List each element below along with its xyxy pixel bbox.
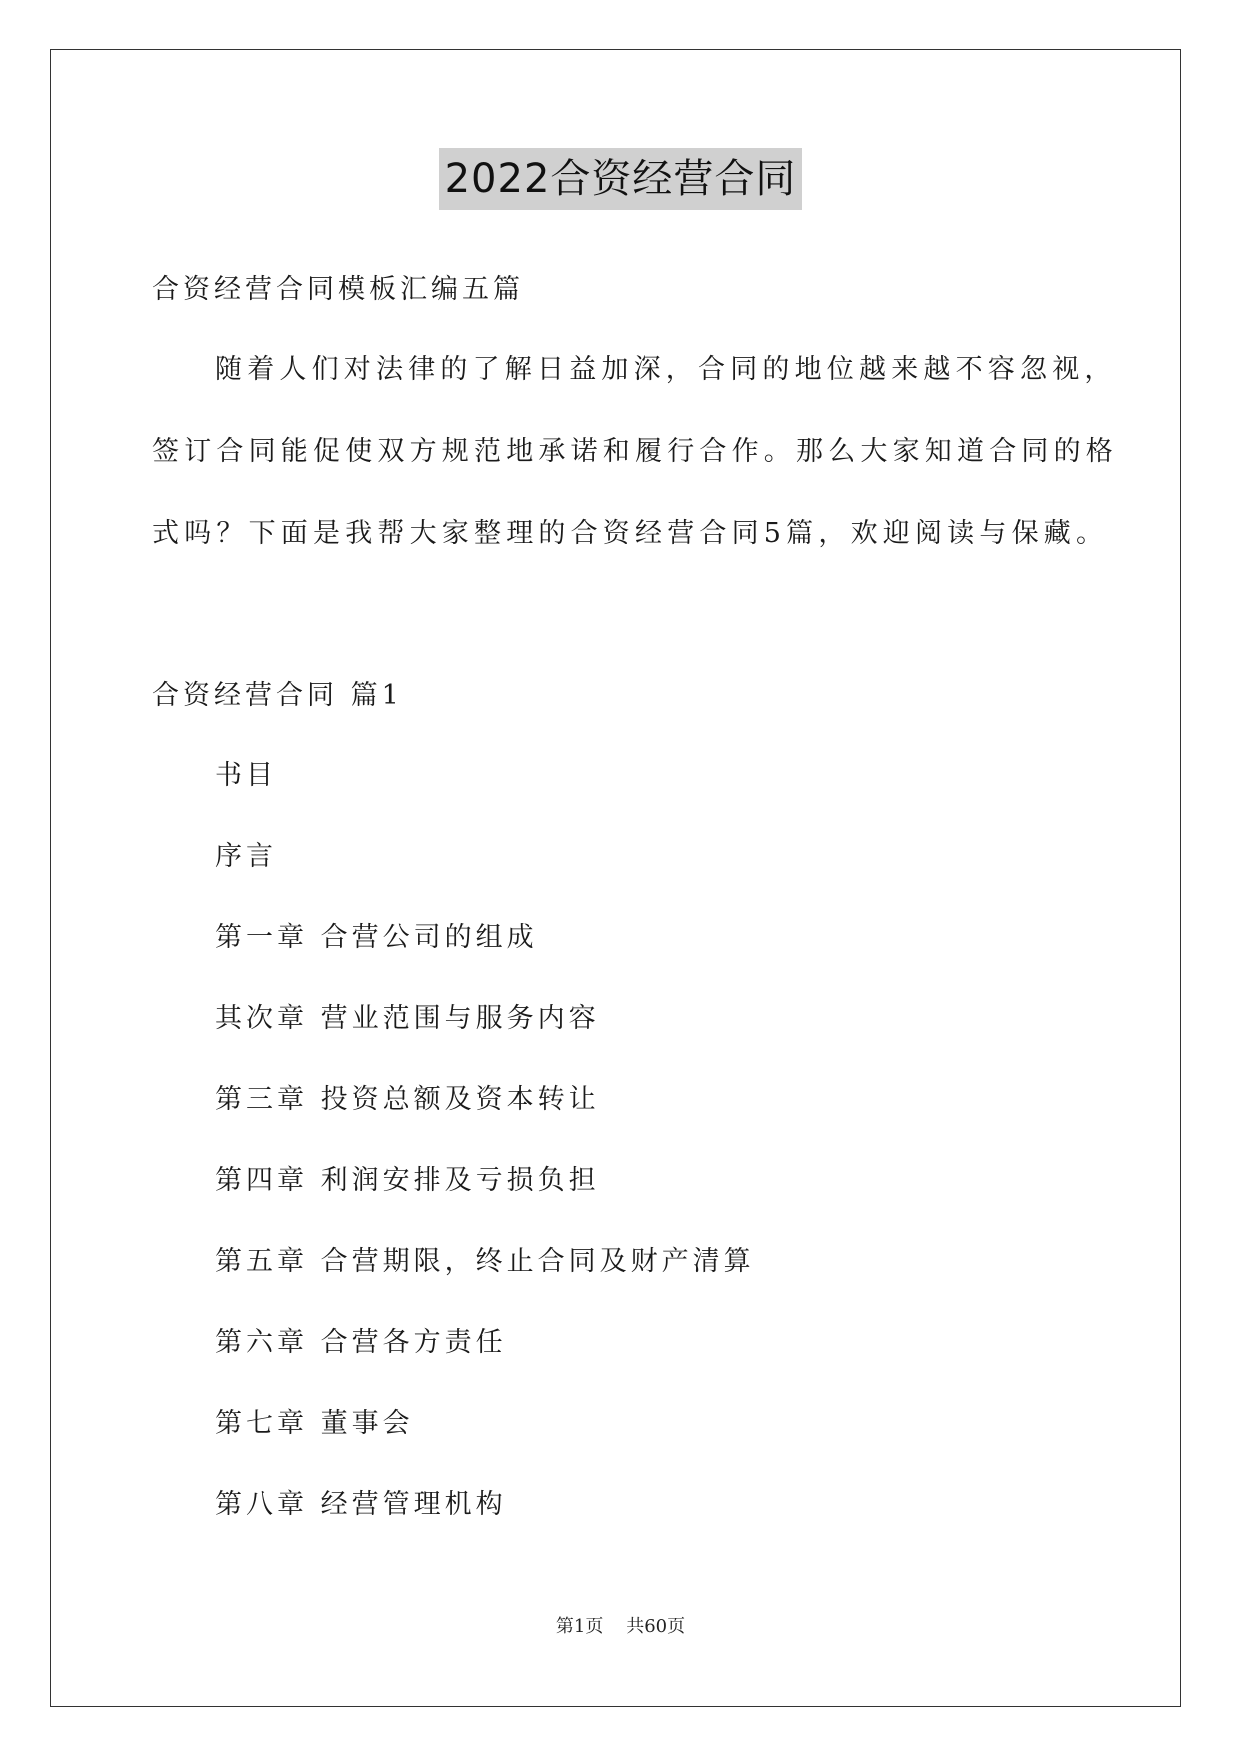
toc-item: 序言: [215, 841, 277, 872]
section-heading: 合资经营合同 篇1: [152, 680, 403, 711]
document-title: 2022合资经营合同: [439, 148, 803, 210]
toc-item: 其次章 营业范围与服务内容: [215, 1003, 600, 1034]
toc-item: 第一章 合营公司的组成: [215, 922, 538, 953]
intro-line: 签订合同能促使双方规范地承诺和履行合作。那么大家知道合同的格: [152, 436, 1118, 467]
page-number-label: 第1页 共60页: [555, 1616, 686, 1637]
toc-item: 第六章 合营各方责任: [215, 1327, 507, 1358]
intro-line: 随着人们对法律的了解日益加深，合同的地位越来越不容忽视，: [215, 354, 1117, 385]
intro-line: 式吗？下面是我帮大家整理的合资经营合同5篇，欢迎阅读与保藏。: [152, 518, 1109, 549]
toc-item: 第五章 合营期限，终止合同及财产清算: [215, 1246, 755, 1277]
toc-item: 第八章 经营管理机构: [215, 1489, 507, 1520]
toc-item: 第七章 董事会: [215, 1408, 414, 1439]
toc-item: 第三章 投资总额及资本转让: [215, 1084, 600, 1115]
toc-item: 书目: [215, 760, 277, 791]
toc-item: 第四章 利润安排及亏损负担: [215, 1165, 600, 1196]
title-container: [0, 148, 1241, 210]
page-footer: [0, 1614, 1241, 1640]
document-subtitle: 合资经营合同模板汇编五篇: [152, 274, 524, 305]
